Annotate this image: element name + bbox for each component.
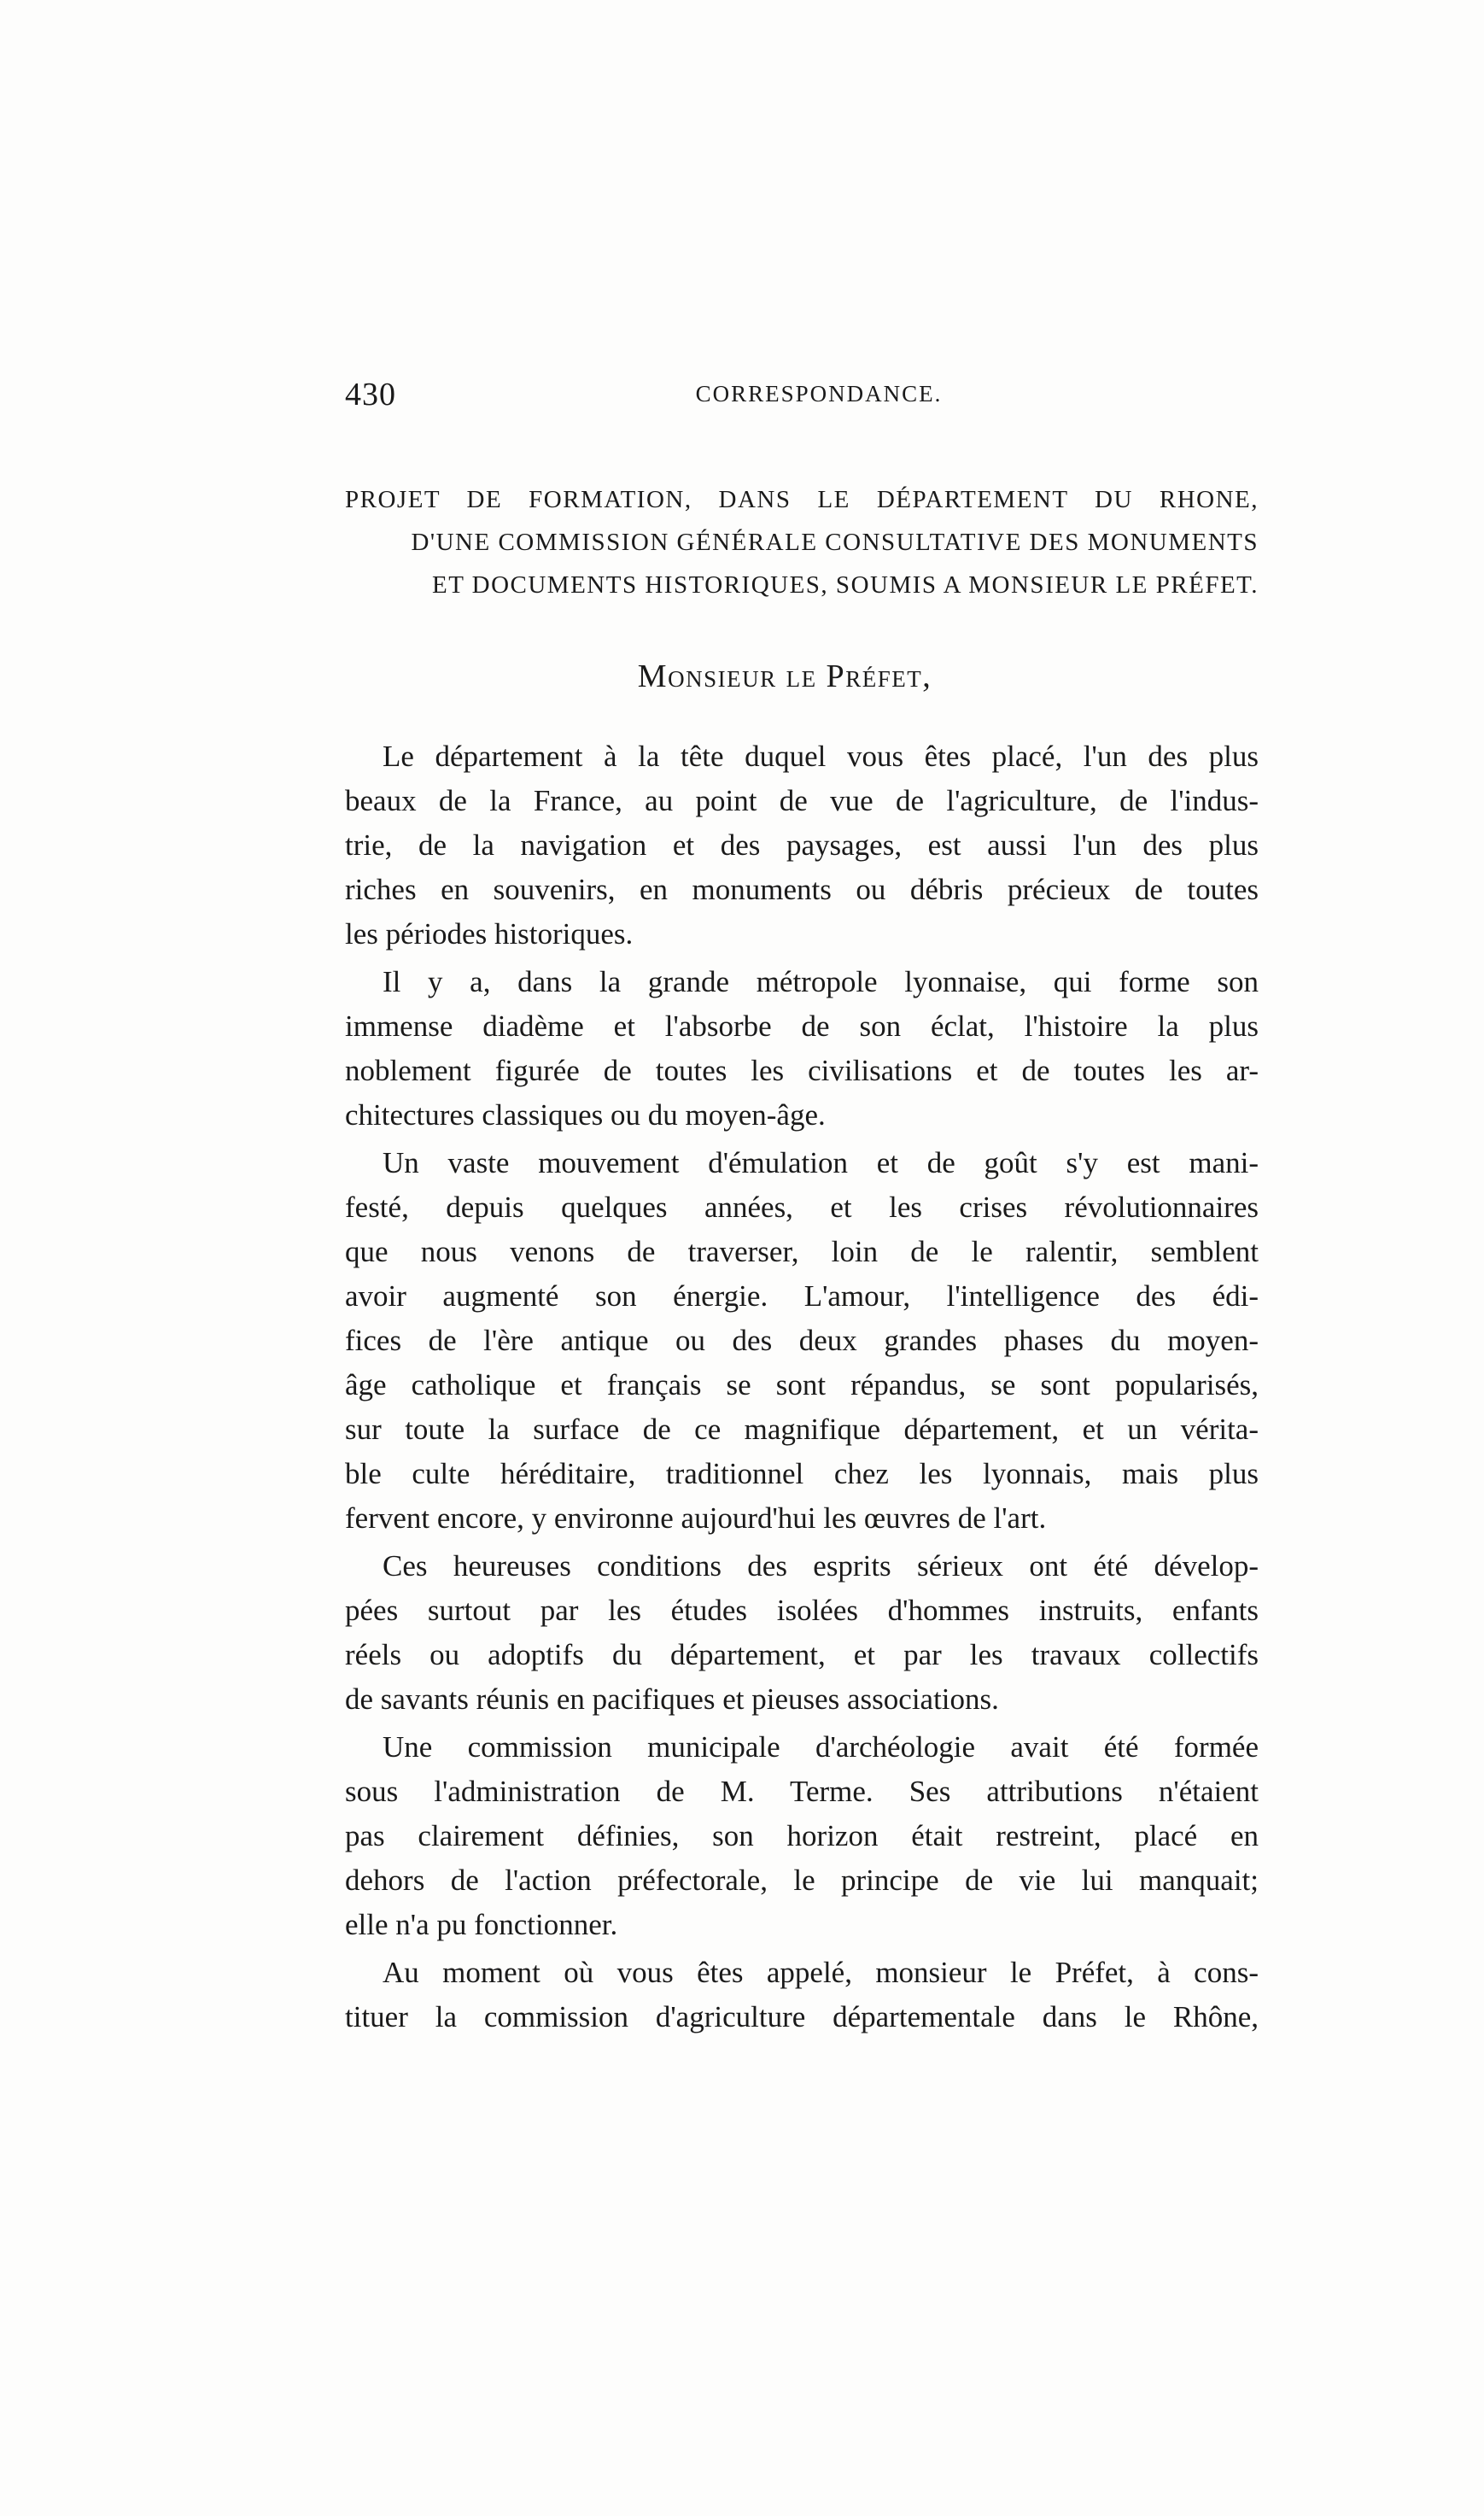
- running-head: [345, 376, 1259, 427]
- text-line: dehors de l'action préfectorale, le principe de vie lui manquait;: [345, 1864, 1259, 1897]
- text-line: riches en souvenirs, en monuments ou débris précieux de toutes: [345, 873, 1259, 906]
- paragraph: [345, 1544, 1259, 1722]
- text-line: Ces heureuses conditions des esprits sérieux ont été dévelop-: [383, 1549, 1259, 1583]
- text-line: ble culte héréditaire, traditionnel chez les lyonnais, mais plus: [345, 1457, 1259, 1490]
- text-line: les périodes historiques.: [345, 917, 634, 951]
- document-heading: [345, 478, 1259, 606]
- text-line: fervent encore, y environne aujourd'hui les œuvres de l'art.: [345, 1501, 1047, 1535]
- letter-body: [345, 734, 1259, 2039]
- text-line: trie, de la navigation et des paysages, est aussi l'un des plus: [345, 828, 1259, 862]
- text-line: Un vaste mouvement d'émulation et de goût s'y est mani-: [383, 1146, 1259, 1179]
- text-line: sur toute la surface de ce magnifique département, et un vérita-: [345, 1413, 1259, 1446]
- text-line: beaux de la France, au point de vue de l'agriculture, de l'indus-: [345, 784, 1259, 817]
- running-title: CORRESPONDANCE.: [695, 381, 943, 407]
- text-line: festé, depuis quelques années, et les crises révolutionnaires: [345, 1191, 1259, 1224]
- paragraph: [345, 1951, 1259, 2039]
- text-line: pas clairement définies, son horizon était restreint, placé en: [345, 1819, 1259, 1852]
- text-line: Il y a, dans la grande métropole lyonnaise, qui forme son: [383, 965, 1259, 998]
- heading-line: D'UNE COMMISSION GÉNÉRALE CONSULTATIVE DES MONUMENTS: [411, 529, 1259, 556]
- text-line: elle n'a pu fonctionner.: [345, 1908, 618, 1941]
- text-line: immense diadème et l'absorbe de son éclat, l'histoire la plus: [345, 1009, 1259, 1043]
- text-line: Le département à la tête duquel vous êtes placé, l'un des plus: [383, 740, 1259, 773]
- text-line: Au moment où vous êtes appelé, monsieur le Préfet, à cons-: [383, 1956, 1259, 1989]
- paragraph: [345, 1725, 1259, 1947]
- text-line: que nous venons de traverser, loin de le ralentir, semblent: [345, 1235, 1259, 1268]
- heading-line: PROJET DE FORMATION, DANS LE DÉPARTEMENT DU RHONE,: [345, 486, 1259, 513]
- page-number: 430: [345, 377, 396, 413]
- heading-line: ET DOCUMENTS HISTORIQUES, SOUMIS A MONSIEUR LE PRÉFET.: [431, 571, 1259, 599]
- text-line: avoir augmenté son énergie. L'amour, l'intelligence des édi-: [345, 1279, 1259, 1313]
- salutation: Monsieur le Préfet,: [637, 658, 932, 694]
- text-line: pées surtout par les études isolées d'hommes instruits, enfants: [345, 1594, 1259, 1627]
- text-line: sous l'administration de M. Terme. Ses attributions n'étaient: [345, 1775, 1259, 1808]
- text-line: tituer la commission d'agriculture départementale dans le Rhône,: [345, 2000, 1259, 2033]
- text-line: fices de l'ère antique ou des deux grandes phases du moyen-: [345, 1324, 1259, 1357]
- paragraph: [345, 734, 1259, 957]
- text-line: Une commission municipale d'archéologie avait été formée: [383, 1730, 1259, 1764]
- paragraph: [345, 1141, 1259, 1541]
- text-line: chitectures classiques ou du moyen-âge.: [345, 1098, 826, 1132]
- text-line: noblement figurée de toutes les civilisations et de toutes les ar-: [345, 1054, 1259, 1087]
- text-line: âge catholique et français se sont répandus, se sont popularisés,: [345, 1368, 1259, 1401]
- paragraph: [345, 960, 1259, 1138]
- text-line: réels ou adoptifs du département, et par les travaux collectifs: [345, 1638, 1259, 1671]
- text-line: de savants réunis en pacifiques et pieuses associations.: [345, 1682, 999, 1716]
